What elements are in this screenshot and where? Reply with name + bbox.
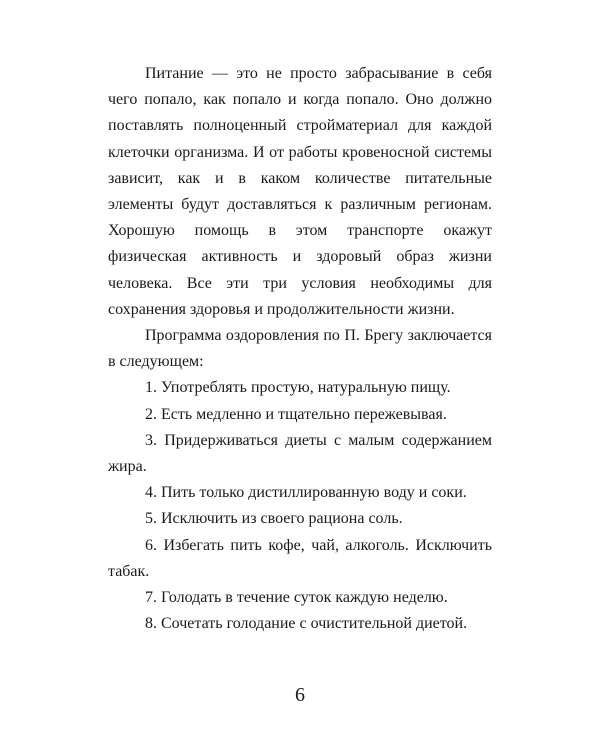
list-item: 3. Придерживаться диеты с малым содержанием жира.: [108, 431, 492, 476]
paragraph-program-intro: Программа оздоровления по П. Брегу заключается в следующем:: [108, 327, 492, 371]
list-item: 6. Избегать пить кофе, чай, алкоголь. Исключить табак.: [108, 536, 492, 580]
list-item: 2. Есть медленно и тщательно пережевывая.: [145, 405, 447, 423]
page-number: 6: [295, 684, 305, 706]
list-item: 7. Голодать в течение суток каждую неделю.: [145, 589, 448, 607]
paragraph-nutrition: Питание — это не просто забрасывание в себя чего попало, как попало и когда попало. Оно должно поставлять полноценный стройматериал для каждой клеточки организма. И от работы кровеносной системы зависит, как и в каком количестве питательные элементы будут доставляться к различным регионам. Хорошую помощь в этом транспорте окажут физическая активность и здоровый образ жизни человека. Все эти три условия необходимы для сохранения здоровья и продолжительности жизни.: [108, 65, 492, 318]
list-item: 8. Сочетать голодание с очистительной диетой.: [145, 615, 468, 633]
program-list: [108, 375, 492, 637]
list-item: 5. Исключить из своего рациона соль.: [145, 510, 403, 528]
list-item: 1. Употреблять простую, натуральную пищу.: [145, 379, 451, 397]
body-text: [108, 61, 492, 637]
list-item: 4. Пить только дистиллированную воду и соки.: [145, 484, 467, 502]
